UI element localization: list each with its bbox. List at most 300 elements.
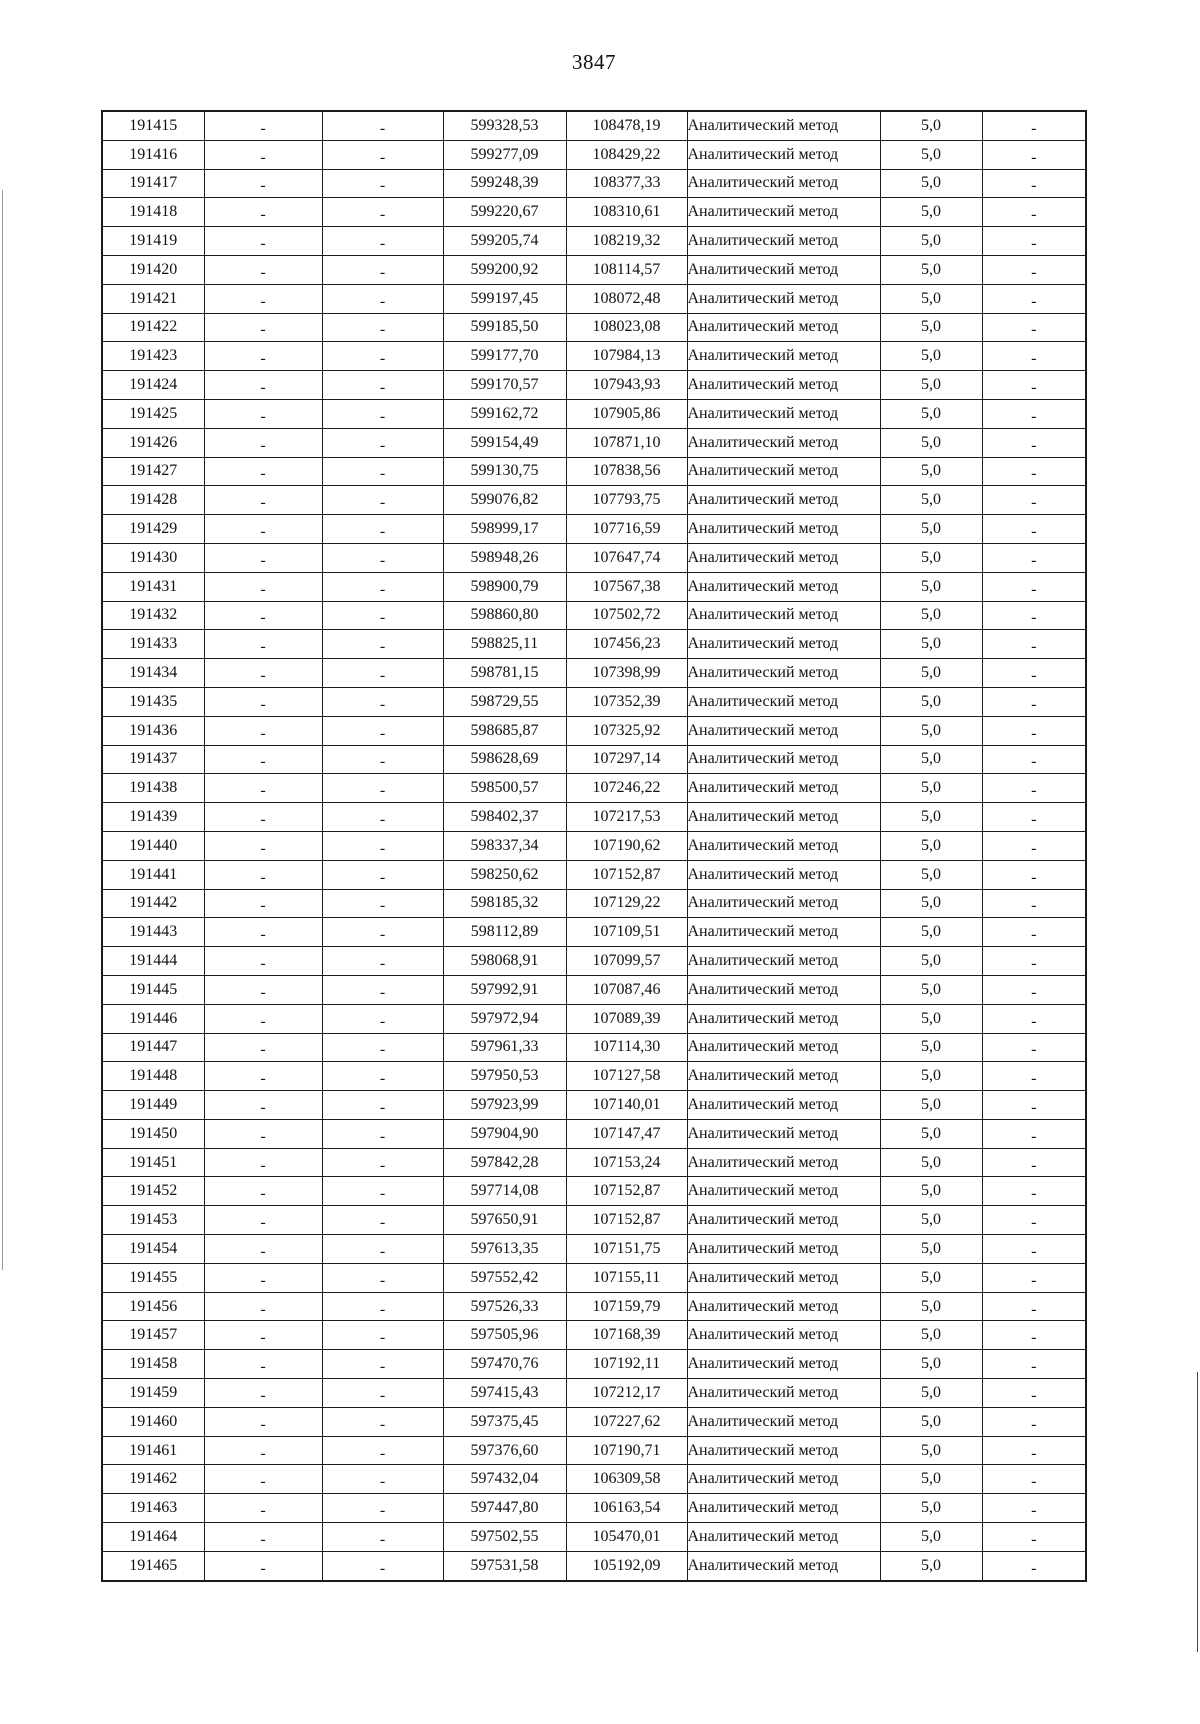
dash-mark: - <box>260 839 266 857</box>
dash-mark: - <box>1031 494 1037 512</box>
method-cell: Аналитический метод <box>687 572 880 601</box>
dash-mark: - <box>1031 1415 1037 1433</box>
dash-mark: - <box>260 1502 266 1520</box>
column-8-cell <box>982 399 1086 428</box>
y-coordinate-cell: 107325,92 <box>566 716 687 745</box>
dash-mark: - <box>1031 148 1037 166</box>
x-coordinate-cell: 599170,57 <box>443 371 566 400</box>
point-id-cell: 191417 <box>102 169 204 198</box>
dash-mark: - <box>260 1070 266 1088</box>
y-coordinate-cell: 106309,58 <box>566 1465 687 1494</box>
method-cell: Аналитический метод <box>687 486 880 515</box>
point-id-cell: 191443 <box>102 918 204 947</box>
y-coordinate-cell: 107217,53 <box>566 803 687 832</box>
column-8-cell <box>982 1465 1086 1494</box>
dash-mark: - <box>1031 1444 1037 1462</box>
y-coordinate-cell: 107647,74 <box>566 543 687 572</box>
point-id-cell: 191445 <box>102 975 204 1004</box>
point-id-cell: 191460 <box>102 1407 204 1436</box>
y-coordinate-cell: 107151,75 <box>566 1235 687 1264</box>
column-3-cell <box>322 630 443 659</box>
dash-mark: - <box>379 177 386 195</box>
method-cell: Аналитический метод <box>687 1119 880 1148</box>
x-coordinate-cell: 597447,80 <box>443 1494 566 1523</box>
dash-mark: - <box>1031 1012 1037 1030</box>
column-3-cell <box>322 1523 443 1552</box>
x-coordinate-cell: 598337,34 <box>443 831 566 860</box>
dash-mark: - <box>260 119 266 137</box>
x-coordinate-cell: 597552,42 <box>443 1263 566 1292</box>
point-id-cell: 191449 <box>102 1091 204 1120</box>
column-8-cell <box>982 140 1086 169</box>
table-row <box>102 975 1086 1004</box>
table-row <box>102 630 1086 659</box>
dash-mark: - <box>260 1444 266 1462</box>
coordinates-table <box>101 110 1087 1582</box>
dash-mark: - <box>260 983 266 1001</box>
dash-mark: - <box>260 1041 266 1059</box>
x-coordinate-cell: 598999,17 <box>443 515 566 544</box>
column-3-cell <box>322 543 443 572</box>
dash-mark: - <box>379 407 386 425</box>
column-3-cell <box>322 1004 443 1033</box>
dash-mark: - <box>379 1502 386 1520</box>
column-2-cell <box>204 342 322 371</box>
dash-mark: - <box>1031 667 1037 685</box>
column-8-cell <box>982 1004 1086 1033</box>
table-row <box>102 659 1086 688</box>
dash-mark: - <box>260 1098 266 1116</box>
dash-mark: - <box>260 206 266 224</box>
dash-mark: - <box>260 407 266 425</box>
y-coordinate-cell: 107168,39 <box>566 1321 687 1350</box>
x-coordinate-cell: 598685,87 <box>443 716 566 745</box>
dash-mark: - <box>379 955 386 972</box>
dash-mark: - <box>1031 177 1037 195</box>
method-cell: Аналитический метод <box>687 1551 880 1580</box>
dash-mark: - <box>379 1444 386 1462</box>
column-8-cell <box>982 975 1086 1004</box>
dash-mark: - <box>1031 609 1037 627</box>
accuracy-value-cell: 5,0 <box>880 284 982 313</box>
dash-mark: - <box>260 292 266 310</box>
point-id-cell: 191423 <box>102 342 204 371</box>
column-8-cell <box>982 342 1086 371</box>
column-8-cell <box>982 1407 1086 1436</box>
y-coordinate-cell: 107089,39 <box>566 1004 687 1033</box>
accuracy-value-cell: 5,0 <box>880 169 982 198</box>
dash-mark: - <box>379 782 386 800</box>
column-2-cell <box>204 486 322 515</box>
x-coordinate-cell: 597526,33 <box>443 1292 566 1321</box>
dash-mark: - <box>1031 407 1037 425</box>
x-coordinate-cell: 597432,04 <box>443 1465 566 1494</box>
dash-mark: - <box>379 1156 386 1174</box>
dash-mark: - <box>260 782 266 800</box>
table-row <box>102 1494 1086 1523</box>
dash-mark: - <box>379 1041 386 1059</box>
column-3-cell <box>322 1235 443 1264</box>
x-coordinate-cell: 598781,15 <box>443 659 566 688</box>
table-row <box>102 1004 1086 1033</box>
point-id-cell: 191432 <box>102 601 204 630</box>
y-coordinate-cell: 107153,24 <box>566 1148 687 1177</box>
dash-mark: - <box>260 1012 266 1030</box>
scan-edge-right <box>1197 1372 1198 1652</box>
dash-mark: - <box>379 1386 386 1404</box>
column-2-cell <box>204 255 322 284</box>
point-id-cell: 191442 <box>102 889 204 918</box>
dash-mark: - <box>1031 1271 1037 1289</box>
x-coordinate-cell: 599205,74 <box>443 227 566 256</box>
table-row <box>102 169 1086 198</box>
column-3-cell <box>322 1465 443 1494</box>
table-row <box>102 716 1086 745</box>
dash-mark: - <box>260 695 266 713</box>
y-coordinate-cell: 107943,93 <box>566 371 687 400</box>
x-coordinate-cell: 598825,11 <box>443 630 566 659</box>
point-id-cell: 191435 <box>102 687 204 716</box>
y-coordinate-cell: 107155,11 <box>566 1263 687 1292</box>
y-coordinate-cell: 107192,11 <box>566 1350 687 1379</box>
point-id-cell: 191436 <box>102 716 204 745</box>
dash-mark: - <box>1031 379 1037 397</box>
dash-mark: - <box>260 1127 266 1145</box>
column-2-cell <box>204 140 322 169</box>
accuracy-value-cell: 5,0 <box>880 1292 982 1321</box>
dash-mark: - <box>1031 321 1037 339</box>
table-row <box>102 1321 1086 1350</box>
column-2-cell <box>204 1091 322 1120</box>
column-8-cell <box>982 198 1086 227</box>
table-row <box>102 486 1086 515</box>
column-8-cell <box>982 111 1086 140</box>
x-coordinate-cell: 597376,60 <box>443 1436 566 1465</box>
x-coordinate-cell: 597613,35 <box>443 1235 566 1264</box>
x-coordinate-cell: 598068,91 <box>443 947 566 976</box>
table-row <box>102 342 1086 371</box>
dash-mark: - <box>1031 292 1037 310</box>
column-2-cell <box>204 457 322 486</box>
column-8-cell <box>982 255 1086 284</box>
dash-mark: - <box>379 724 386 742</box>
table-row <box>102 255 1086 284</box>
dash-mark: - <box>1031 350 1037 368</box>
column-2-cell <box>204 1119 322 1148</box>
accuracy-value-cell: 5,0 <box>880 716 982 745</box>
accuracy-value-cell: 5,0 <box>880 1321 982 1350</box>
dash-mark: - <box>1031 1530 1037 1548</box>
dash-mark: - <box>1031 811 1037 829</box>
dash-mark: - <box>260 321 266 339</box>
column-3-cell <box>322 1062 443 1091</box>
column-2-cell <box>204 1379 322 1408</box>
column-3-cell <box>322 111 443 140</box>
column-2-cell <box>204 1321 322 1350</box>
dash-mark: - <box>260 897 266 915</box>
dash-mark: - <box>260 753 266 771</box>
dash-mark: - <box>1031 1185 1037 1203</box>
dash-mark: - <box>1031 1242 1037 1260</box>
method-cell: Аналитический метод <box>687 342 880 371</box>
table-row <box>102 371 1086 400</box>
x-coordinate-cell: 599076,82 <box>443 486 566 515</box>
dash-mark: - <box>260 667 266 685</box>
dash-mark: - <box>260 868 266 886</box>
method-cell: Аналитический метод <box>687 831 880 860</box>
point-id-cell: 191426 <box>102 428 204 457</box>
y-coordinate-cell: 107099,57 <box>566 947 687 976</box>
column-8-cell <box>982 745 1086 774</box>
dash-mark: - <box>379 1214 386 1232</box>
table-row <box>102 198 1086 227</box>
point-id-cell: 191462 <box>102 1465 204 1494</box>
column-2-cell <box>204 284 322 313</box>
table-row <box>102 1177 1086 1206</box>
dash-mark: - <box>1031 955 1037 972</box>
dash-mark: - <box>1031 206 1037 224</box>
column-3-cell <box>322 687 443 716</box>
table-row <box>102 1091 1086 1120</box>
method-cell: Аналитический метод <box>687 1494 880 1523</box>
y-coordinate-cell: 107227,62 <box>566 1407 687 1436</box>
dash-mark: - <box>1031 1098 1037 1116</box>
column-3-cell <box>322 918 443 947</box>
column-3-cell <box>322 255 443 284</box>
method-cell: Аналитический метод <box>687 947 880 976</box>
table-row <box>102 947 1086 976</box>
column-2-cell <box>204 774 322 803</box>
table-row <box>102 918 1086 947</box>
y-coordinate-cell: 107716,59 <box>566 515 687 544</box>
point-id-cell: 191437 <box>102 745 204 774</box>
method-cell: Аналитический метод <box>687 601 880 630</box>
method-cell: Аналитический метод <box>687 1350 880 1379</box>
dash-mark: - <box>379 292 386 310</box>
y-coordinate-cell: 107114,30 <box>566 1033 687 1062</box>
accuracy-value-cell: 5,0 <box>880 255 982 284</box>
column-3-cell <box>322 284 443 313</box>
dash-mark: - <box>379 1242 386 1260</box>
y-coordinate-cell: 108377,33 <box>566 169 687 198</box>
scan-edge-left <box>2 190 3 1270</box>
column-8-cell <box>982 1119 1086 1148</box>
y-coordinate-cell: 107152,87 <box>566 1206 687 1235</box>
x-coordinate-cell: 597842,28 <box>443 1148 566 1177</box>
method-cell: Аналитический метод <box>687 803 880 832</box>
method-cell: Аналитический метод <box>687 918 880 947</box>
dash-mark: - <box>379 350 386 368</box>
dash-mark: - <box>260 1358 266 1376</box>
column-3-cell <box>322 1407 443 1436</box>
column-2-cell <box>204 1235 322 1264</box>
x-coordinate-cell: 598900,79 <box>443 572 566 601</box>
column-2-cell <box>204 716 322 745</box>
column-8-cell <box>982 543 1086 572</box>
dash-mark: - <box>260 1185 266 1203</box>
dash-mark: - <box>1031 1127 1037 1145</box>
table-row <box>102 687 1086 716</box>
column-3-cell <box>322 1263 443 1292</box>
accuracy-value-cell: 5,0 <box>880 745 982 774</box>
dash-mark: - <box>379 321 386 339</box>
dash-mark: - <box>379 465 386 483</box>
point-id-cell: 191459 <box>102 1379 204 1408</box>
dash-mark: - <box>379 551 386 569</box>
table-row <box>102 457 1086 486</box>
table-row <box>102 1235 1086 1264</box>
method-cell: Аналитический метод <box>687 716 880 745</box>
y-coordinate-cell: 107159,79 <box>566 1292 687 1321</box>
dash-mark: - <box>260 1473 266 1491</box>
accuracy-value-cell: 5,0 <box>880 1436 982 1465</box>
dash-mark: - <box>260 1559 266 1577</box>
method-cell: Аналитический метод <box>687 457 880 486</box>
x-coordinate-cell: 597375,45 <box>443 1407 566 1436</box>
method-cell: Аналитический метод <box>687 1177 880 1206</box>
dash-mark: - <box>260 1386 266 1404</box>
method-cell: Аналитический метод <box>687 111 880 140</box>
method-cell: Аналитический метод <box>687 630 880 659</box>
accuracy-value-cell: 5,0 <box>880 1119 982 1148</box>
column-2-cell <box>204 975 322 1004</box>
column-2-cell <box>204 1177 322 1206</box>
dash-mark: - <box>379 638 386 656</box>
table-row <box>102 601 1086 630</box>
dash-mark: - <box>379 235 386 253</box>
column-8-cell <box>982 889 1086 918</box>
dash-mark: - <box>1031 868 1037 886</box>
y-coordinate-cell: 107352,39 <box>566 687 687 716</box>
y-coordinate-cell: 107140,01 <box>566 1091 687 1120</box>
table-row <box>102 399 1086 428</box>
method-cell: Аналитический метод <box>687 1379 880 1408</box>
dash-mark: - <box>379 839 386 857</box>
accuracy-value-cell: 5,0 <box>880 1263 982 1292</box>
dash-mark: - <box>260 494 266 512</box>
accuracy-value-cell: 5,0 <box>880 313 982 342</box>
y-coordinate-cell: 107871,10 <box>566 428 687 457</box>
column-2-cell <box>204 1523 322 1552</box>
y-coordinate-cell: 107297,14 <box>566 745 687 774</box>
accuracy-value-cell: 5,0 <box>880 659 982 688</box>
y-coordinate-cell: 107212,17 <box>566 1379 687 1408</box>
dash-mark: - <box>379 1358 386 1376</box>
point-id-cell: 191415 <box>102 111 204 140</box>
dash-mark: - <box>260 551 266 569</box>
dash-mark: - <box>260 350 266 368</box>
column-8-cell <box>982 457 1086 486</box>
column-3-cell <box>322 1292 443 1321</box>
column-8-cell <box>982 947 1086 976</box>
x-coordinate-cell: 599177,70 <box>443 342 566 371</box>
x-coordinate-cell: 598402,37 <box>443 803 566 832</box>
accuracy-value-cell: 5,0 <box>880 399 982 428</box>
method-cell: Аналитический метод <box>687 1004 880 1033</box>
accuracy-value-cell: 5,0 <box>880 1177 982 1206</box>
x-coordinate-cell: 599185,50 <box>443 313 566 342</box>
column-3-cell <box>322 1551 443 1580</box>
x-coordinate-cell: 599154,49 <box>443 428 566 457</box>
point-id-cell: 191450 <box>102 1119 204 1148</box>
point-id-cell: 191444 <box>102 947 204 976</box>
y-coordinate-cell: 107905,86 <box>566 399 687 428</box>
accuracy-value-cell: 5,0 <box>880 975 982 1004</box>
table-row <box>102 1292 1086 1321</box>
dash-mark: - <box>1031 1473 1037 1491</box>
column-8-cell <box>982 313 1086 342</box>
table-row <box>102 543 1086 572</box>
column-3-cell <box>322 745 443 774</box>
table-row <box>102 428 1086 457</box>
column-8-cell <box>982 169 1086 198</box>
column-8-cell <box>982 1321 1086 1350</box>
point-id-cell: 191422 <box>102 313 204 342</box>
dash-mark: - <box>1031 523 1037 541</box>
x-coordinate-cell: 597502,55 <box>443 1523 566 1552</box>
dash-mark: - <box>379 1329 386 1347</box>
y-coordinate-cell: 107456,23 <box>566 630 687 659</box>
dash-mark: - <box>1031 1559 1037 1577</box>
dash-mark: - <box>379 148 386 166</box>
table-row <box>102 1062 1086 1091</box>
method-cell: Аналитический метод <box>687 371 880 400</box>
method-cell: Аналитический метод <box>687 399 880 428</box>
point-id-cell: 191464 <box>102 1523 204 1552</box>
column-2-cell <box>204 1148 322 1177</box>
accuracy-value-cell: 5,0 <box>880 227 982 256</box>
column-2-cell <box>204 111 322 140</box>
dash-mark: - <box>379 609 386 627</box>
column-3-cell <box>322 1177 443 1206</box>
column-2-cell <box>204 543 322 572</box>
accuracy-value-cell: 5,0 <box>880 457 982 486</box>
accuracy-value-cell: 5,0 <box>880 198 982 227</box>
point-id-cell: 191416 <box>102 140 204 169</box>
dash-mark: - <box>260 465 266 483</box>
point-id-cell: 191451 <box>102 1148 204 1177</box>
column-3-cell <box>322 803 443 832</box>
dash-mark: - <box>1031 119 1037 137</box>
accuracy-value-cell: 5,0 <box>880 947 982 976</box>
column-2-cell <box>204 313 322 342</box>
dash-mark: - <box>379 1559 386 1577</box>
column-8-cell <box>982 1494 1086 1523</box>
table-row <box>102 572 1086 601</box>
dash-mark: - <box>260 811 266 829</box>
x-coordinate-cell: 599277,09 <box>443 140 566 169</box>
dash-mark: - <box>260 263 266 281</box>
x-coordinate-cell: 598948,26 <box>443 543 566 572</box>
dash-mark: - <box>379 494 386 512</box>
y-coordinate-cell: 108478,19 <box>566 111 687 140</box>
accuracy-value-cell: 5,0 <box>880 342 982 371</box>
point-id-cell: 191428 <box>102 486 204 515</box>
column-2-cell <box>204 918 322 947</box>
method-cell: Аналитический метод <box>687 687 880 716</box>
table-row <box>102 1436 1086 1465</box>
point-id-cell: 191433 <box>102 630 204 659</box>
column-8-cell <box>982 1551 1086 1580</box>
column-8-cell <box>982 1436 1086 1465</box>
column-3-cell <box>322 947 443 976</box>
column-2-cell <box>204 1494 322 1523</box>
x-coordinate-cell: 598250,62 <box>443 860 566 889</box>
accuracy-value-cell: 5,0 <box>880 515 982 544</box>
dash-mark: - <box>260 235 266 253</box>
accuracy-value-cell: 5,0 <box>880 543 982 572</box>
x-coordinate-cell: 597650,91 <box>443 1206 566 1235</box>
